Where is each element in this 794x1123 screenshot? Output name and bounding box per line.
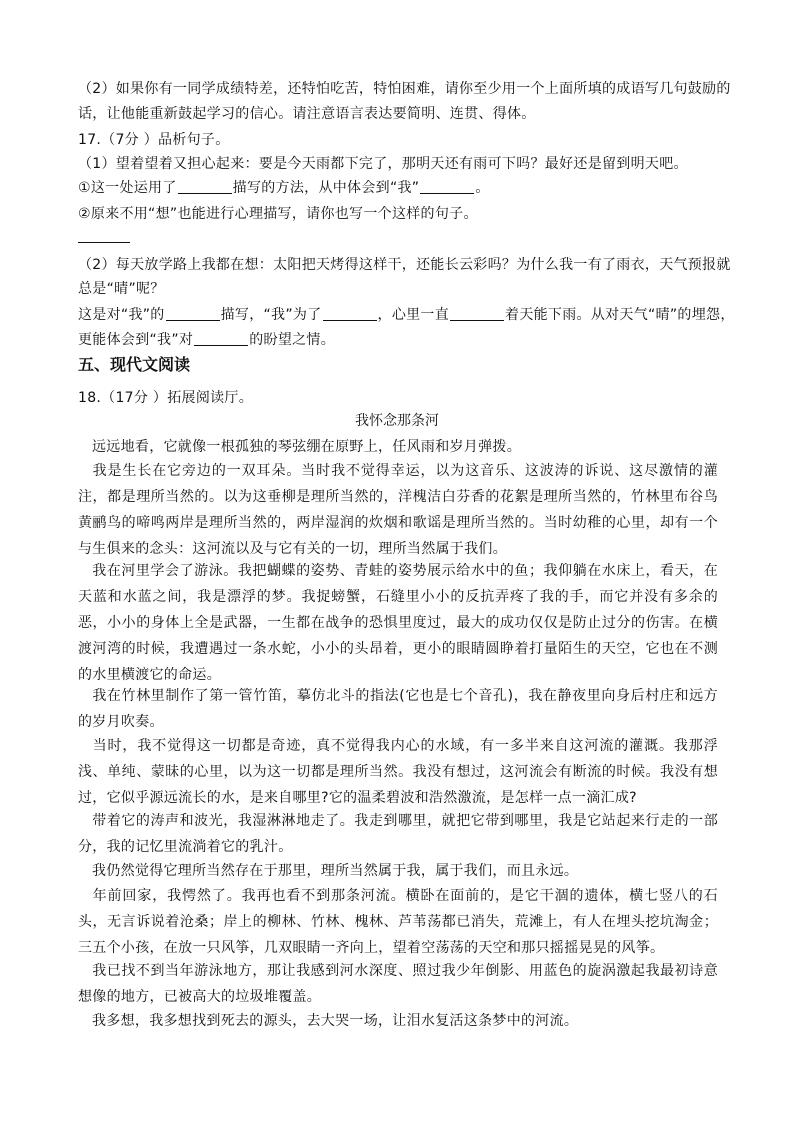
q17-fill-line1 xyxy=(78,302,735,328)
q17-fill2-text-a: 更能体会到“我”对 xyxy=(78,332,194,348)
q17-fill-line2 xyxy=(78,327,718,353)
passage-title: 我怀念那条河 xyxy=(355,413,439,429)
q17-part1: （1）望着望着又担心起来：要是今天雨都下完了，那明天还有雨可下吗？最好还是留到明天吧。 xyxy=(78,156,688,172)
passage-paragraph: 我在竹林里制作了第一管竹笛，摹仿北斗的指法(它也是七个音孔)，我在静夜里向身后村庄和远方的岁月吹奏。 xyxy=(78,688,718,730)
q17-fill-text-a: 这是对“我”的 xyxy=(78,307,165,323)
q16-part2-line1: （2）如果你有一同学成绩特差，还特怕吃苦，特怕困难，请你至少用一个上面所填的成语写几句鼓励的 xyxy=(78,81,731,97)
section-heading: 五、现代文阅读 xyxy=(78,355,191,374)
q17-part2-line2: 总是“晴”呢？ xyxy=(78,281,165,297)
q17-item1-text-a: ①这一处运用了 xyxy=(78,180,177,196)
q17-part2-line1: （2）每天放学路上我都在想：太阳把天烤得这样干，还能长云彩吗？为什么我一有了雨衣，天气预报就 xyxy=(78,257,731,273)
q17-item1 xyxy=(78,175,718,201)
answer-blank[interactable] xyxy=(450,306,504,321)
q17-header: 17.（7分 ）品析句子。 xyxy=(78,132,230,148)
q17-fill-text-b: 描写，“我”为了 xyxy=(220,307,322,323)
q16-part2-line2: 话，让他能重新鼓起学习的信心。请注意语言表达要简明、连贯、得体。 xyxy=(78,106,536,122)
q17-item1-text-c: 。 xyxy=(475,180,490,196)
passage-paragraph: 远远地看，它就像一根孤独的琴弦绷在原野上，任风雨和岁月弹拨。 xyxy=(92,439,521,455)
answer-blank-sentence[interactable] xyxy=(78,236,130,243)
answer-blank[interactable] xyxy=(323,306,377,321)
answer-blank[interactable] xyxy=(178,179,232,194)
passage-paragraph: 我多想，我多想找到死去的源头，去大哭一场，让泪水复活这条梦中的河流。 xyxy=(92,1013,579,1029)
passage-paragraph: 我是生长在它旁边的一双耳朵。当时我不觉得幸运，以为这音乐、这波涛的诉说、这尽激情的灌注，都是理所当然的。以为这垂柳是理所当然的，洋槐洁白芬香的花絮是理所当然的，竹林里布谷鸟黄鹂鸟的啼鸣两岸是理所当然的，两岸湿润的炊烟和歌谣是理所当然的。当时幼稚的心里，却有一个与生俱来的念头：这河流以及与它有关的一切，理所当然属于我们。 xyxy=(78,463,718,557)
passage-paragraph: 我仍然觉得它理所当然存在于那里，理所当然属于我，属于我们，而且永远。 xyxy=(92,863,579,879)
passage-paragraph: 带着它的涛声和波光，我湿淋淋地走了。我走到哪里，就把它带到哪里，我是它站起来行走的一部分，我的记忆里流淌着它的乳汁。 xyxy=(78,813,718,855)
q17-item2: ②原来不用“想”也能进行心理描写，请你也写一个这样的句子。 xyxy=(78,206,478,222)
q17-fill-text-d: 着天能下雨。从对天气“晴”的埋怨， xyxy=(505,307,735,323)
passage-paragraph: 当时，我不觉得这一切都是奇迹，真不觉得我内心的水域，有一多半来自这河流的灌溉。我那浮浅、单纯、蒙昧的心里，以为这一切都是理所当然。我没有想过，这河流会有断流的时候。我没有想过，它似乎源远流长的水，是来自哪里?它的温柔碧波和浩然激流，是怎样一点一滴汇成? xyxy=(78,738,718,806)
passage-paragraph: 我在河里学会了游泳。我把蝴蝶的姿势、青蛙的姿势展示给水中的鱼；我仰躺在水床上，看天，在天蓝和水蓝之间，我是漂浮的梦。我捉螃蟹，石缝里小小的反抗弄疼了我的手，而它并没有多余的恶，小小的身体上全是武器，一生都在战争的恐惧里度过，最大的成功仅仅是防止过分的伤害。在横渡河湾的时候，我遭遇过一条水蛇，小小的头昂着，更小的眼睛圆睁着打量陌生的天空，它也在不测的水里横渡它的命运。 xyxy=(78,563,718,683)
passage-paragraph: 我已找不到当年游泳地方，那让我感到河水深度、照过我少年倒影、用蓝色的旋涡激起我最初诗意想像的地方，已被高大的垃圾堆覆盖。 xyxy=(78,963,718,1005)
q17-fill2-text-b: 的盼望之情。 xyxy=(249,332,336,348)
q17-fill-text-c: ，心里一直 xyxy=(377,307,450,323)
answer-blank[interactable] xyxy=(420,179,474,194)
passage-paragraph: 年前回家，我愕然了。我再也看不到那条河流。横卧在面前的，是它干涸的遗体，横七竖八的石头，无言诉说着沧桑；岸上的柳林、竹林、槐林、芦苇荡都已消失，荒滩上，有人在埋头挖坑淘金；三五个小孩，在放一只风筝，几双眼睛一齐向上，望着空荡荡的天空和那只摇摇晃晃的风筝。 xyxy=(78,888,718,956)
answer-blank[interactable] xyxy=(166,306,220,321)
answer-blank[interactable] xyxy=(194,331,248,346)
q18-header: 18.（17分 ）拓展阅读厅。 xyxy=(78,390,254,406)
q17-item1-text-b: 描写的方法，从中体会到“我” xyxy=(232,180,420,196)
